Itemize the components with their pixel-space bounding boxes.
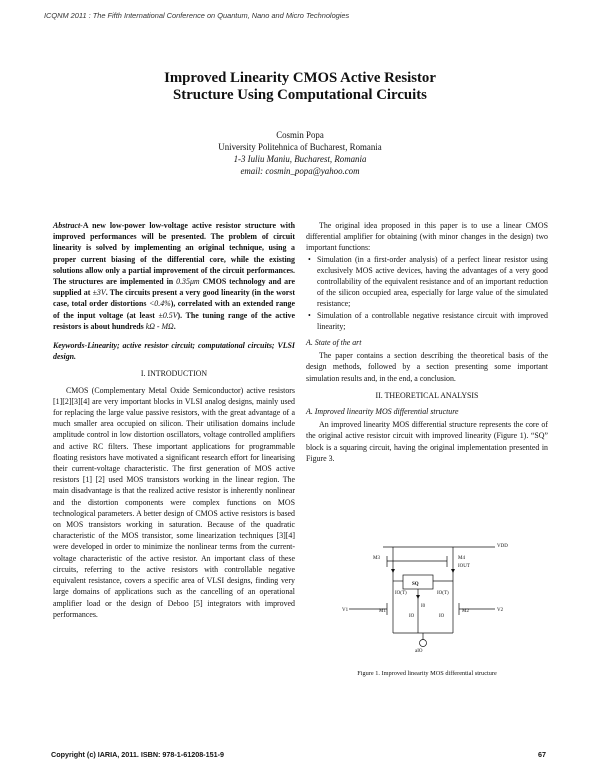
author-name: Cosmin Popa <box>276 130 324 140</box>
io-label-a: IO <box>409 614 415 619</box>
m3-label: M3 <box>373 556 380 561</box>
left-column <box>53 220 295 620</box>
v1-label: V1 <box>342 608 349 613</box>
section-heading-theory: II. THEORETICAL ANALYSIS <box>375 390 479 400</box>
paragraph-idea: The original idea proposed in this paper is to use a linear CMOS differential amplifier for obtaining (with minor changes in the design) two important functions: <box>306 221 548 253</box>
author-block <box>0 129 600 177</box>
author-affiliation: University Politehnica of Bucharest, Romania <box>218 142 382 152</box>
tuning-range: kΩ - MΩ <box>145 321 174 331</box>
abstract: Abstract-A new low-power low-voltage active resistor structure with improved performances will be presented. The problem of circuit linearity is solved by implementing an original technique, using a proper current biasing of the differential core, while the existing solutions allow only a partial improvement of the circuit performances. The structures are implemented in 0.35μm CMOS technology and are supplied at ±3V. The circuits present a very good linearity (in the worst case, total order distortions <0.4%), correlated with an extended range of the input voltage (at least ±0.5V). The tuning range of the active resistors is about hundreds kΩ - MΩ. <box>53 221 295 331</box>
input-range: ±0.5V <box>158 310 178 320</box>
copyright-footer: Copyright (c) IARIA, 2011. ISBN: 978-1-61208-151-9 <box>51 750 224 759</box>
m4-label: M4 <box>458 556 465 561</box>
title-line-1: Improved Linearity CMOS Active Resistor <box>164 70 436 86</box>
io1-label: IO(T) <box>395 591 407 596</box>
v2-label: V2 <box>497 608 504 613</box>
conference-header: ICQNM 2011 : The Fifth International Conference on Quantum, Nano and Micro Technologies <box>44 11 350 20</box>
m2-label: M2 <box>462 609 469 614</box>
io2-label: IO(T) <box>437 591 449 596</box>
figure-caption: Figure 1. Improved linearity MOS differential structure <box>357 670 497 677</box>
bias-label: aIO <box>415 649 423 654</box>
paragraph-differential: An improved linearity MOS differential structure represents the core of the original active resistor circuit with improved linearity (Figure 1). “SQ” block is a squaring circuit, having the original implementation presented in Figure 3. <box>306 420 548 463</box>
subsection-differential: A. Improved linearity MOS differential structure <box>306 407 459 417</box>
m1-label: M1 <box>379 609 386 614</box>
i0-label: I0 <box>421 604 426 609</box>
author-address: 1-3 Iuliu Maniu, Bucharest, Romania <box>233 154 367 164</box>
list-item: • Simulation of a controllable negative resistance circuit with improved linearity; <box>306 310 548 332</box>
thd-value: <0.4% <box>148 299 171 309</box>
circuit-diagram <box>335 541 520 655</box>
right-column <box>306 220 548 464</box>
keywords: Keywords-Linearity; active resistor circuit; computational circuits; VLSI design. <box>53 341 295 362</box>
sq-block-label: SQ <box>412 582 419 587</box>
introduction-paragraph: CMOS (Complementary Metal Oxide Semiconductor) active resistors [1][2][3][4] are very important blocks in VLSI analog designs, mainly used for replacing the large value passive resistors, with the great advantage of a much smaller area occupied on silicon. Their utilisation domains include amplitude control in low distortion oscillators, voltage controlled amplifiers and active RC filters. These important applications for programmable floating resistors have motivated a significant research effort for linearising their current-voltage characteristic. The first generation of MOS active resistors [1] [2] used MOS transistors working in the linear region. The main disadvantage is that the realized active resistor is inherently nonlinear and the distortion components were complex functions on MOS technological parameters. A better design of CMOS active resistors is based on MOS transistors working in saturation. Because of the quadratic characteristic of the MOS transistor, some linearization techniques [3][4] were developed in order to minimize the nonlinear terms from the current-voltage characteristic of the active resistor. An important class of these circuits, referring to the active resistors with controllable negative equivalent resistance, covers a specific area of VLSI designs, finding very large domains of applications such as the cancelling of an operational amplifier load or the design of Deboo [5] integrators with improved performances. <box>53 385 295 619</box>
subsection-state-of-art: A. State of the art <box>306 338 362 348</box>
section-heading-introduction: I. INTRODUCTION <box>140 369 208 379</box>
author-email: email: cosmin_popa@yahoo.com <box>240 166 360 176</box>
paragraph-structure: The paper contains a section describing the theoretical basis of the design methods, followed by a section presenting some important simulation results and, in the end, a conclusion. <box>306 351 548 383</box>
iout-label: IOUT <box>458 564 470 569</box>
supply-voltage: ±3V <box>92 288 106 298</box>
paper-title <box>0 70 600 104</box>
tech-node: 0.35μm <box>176 277 200 287</box>
page-number: 67 <box>538 750 546 759</box>
list-item: • Simulation (in a first-order analysis) of a perfect linear resistor using exclusively MOS active devices, having the advantages of a very good controllability of the equivalent resistance and of an important reduction of the silicon occupied area, especially for large value of the simulated resistance; <box>306 254 548 310</box>
vdd-label: VDD <box>497 544 508 549</box>
io-label-b: IO <box>439 614 445 619</box>
function-list <box>306 254 548 332</box>
title-line-2: Structure Using Computational Circuits <box>173 87 427 103</box>
